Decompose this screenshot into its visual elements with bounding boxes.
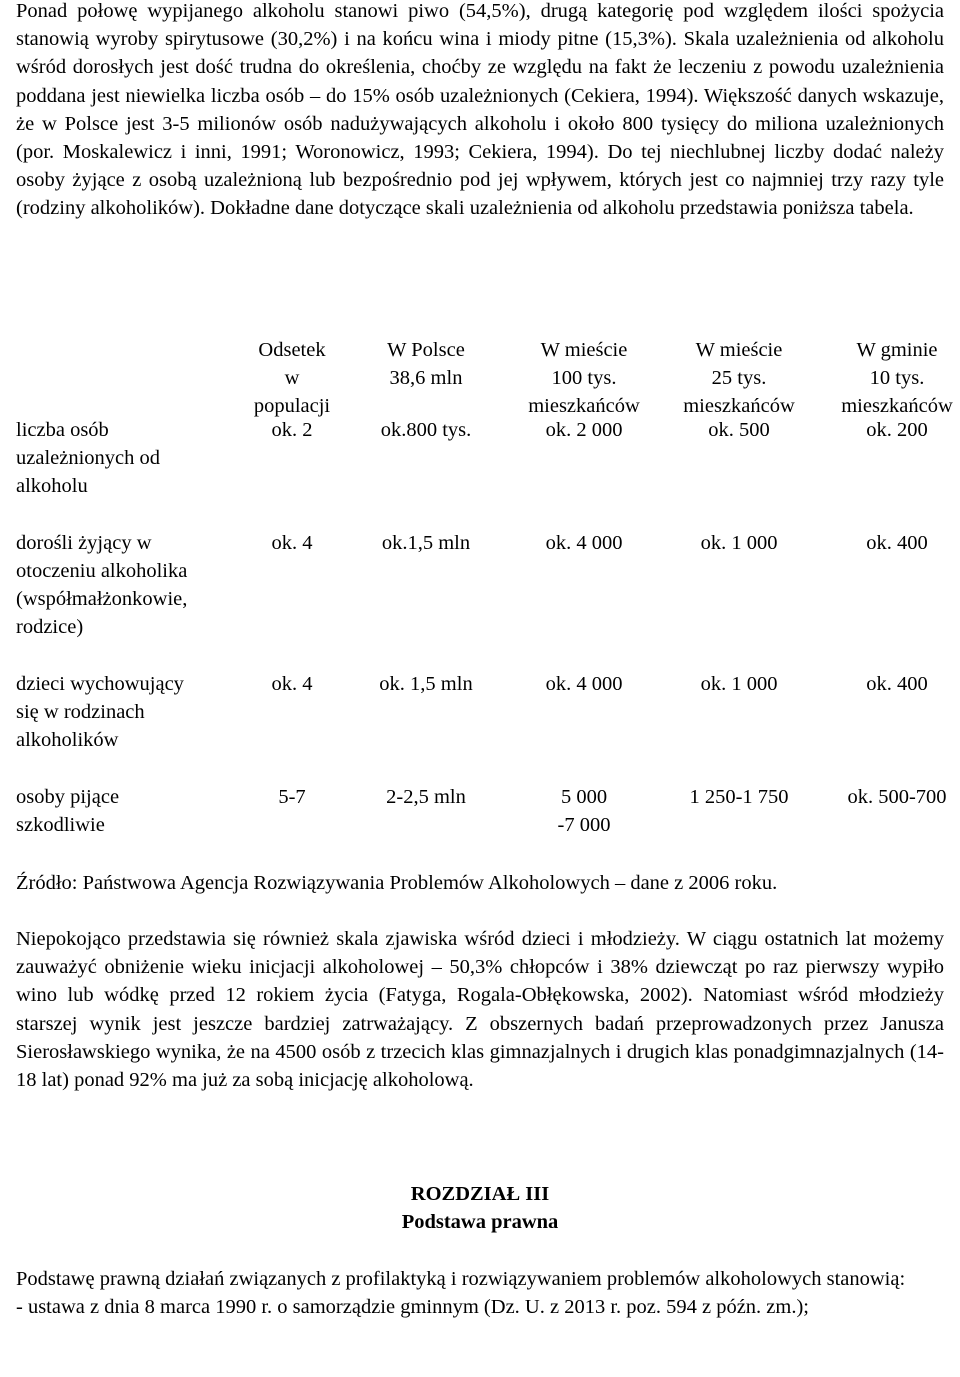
chapter-number: ROZDZIAŁ III <box>410 1183 550 1205</box>
cell-line: -7 000 <box>557 814 611 836</box>
table-cell: ok. 400 <box>866 532 928 554</box>
table-cell: ok.800 tys. <box>380 419 472 441</box>
table-cell: ok. 1,5 mln <box>379 673 473 695</box>
cell-line: 5 000 <box>560 786 608 808</box>
paragraph-alcohol-consumption: Ponad połowę wypijanego alkoholu stanowi piwo (54,5%), drugą kategorię pod względem ilości spożycia stanowią wyroby spirytusowe (30,2%) i na końcu wina i miody pitne (15,3%). Skala uzależnienia od alkoholu wśród dorosłych jest dość trudna do określenia, choćby ze względu na fakt że leczeniu z powodu uzależnienia poddana jest niewielka liczba osób – do 15% osób uzależnionych (Cekiera, 1994). Większość danych wskazuje, że w Polsce jest 3-5 milionów osób nadużywających alkoholu i około 800 tysięcy do miliona uzależnionych (por. Moskalewicz i inni, 1991; Woronowicz, 1993; Cekiera, 1994). Do tej niechlubnej liczby dodać należy osoby żyjące z osobą uzależnioną lub bezpośrednio pod jej wpływem, których jest co najmniej trzy razy tyle (rodziny alkoholików). Dokładne dane dotyczące skali uzależnienia od alkoholu przedstawia poniższa tabela. <box>16 0 944 220</box>
table-cell: ok. 1 000 <box>700 673 778 695</box>
row-label-line: się w rodzinach <box>16 701 145 723</box>
header-line: W gminie <box>856 339 938 361</box>
row-label-line: uzależnionych od <box>16 447 161 469</box>
table-cell: 5-7 <box>278 786 306 808</box>
header-line: w <box>284 367 300 389</box>
row-label-dorosli <box>16 529 256 641</box>
header-line: mieszkańców <box>841 395 953 417</box>
header-line: W mieście <box>540 339 628 361</box>
table-cell: ok. 2 <box>271 419 313 441</box>
row-label-line: alkoholu <box>16 475 88 497</box>
header-line: populacji <box>253 395 331 417</box>
table-cell: ok. 4 000 <box>545 532 623 554</box>
row-label-dzieci <box>16 670 256 754</box>
row-label-line: alkoholików <box>16 729 119 751</box>
header-line: 25 tys. <box>711 367 767 389</box>
header-w-polsce <box>361 336 491 392</box>
table-source-note: Źródło: Państwowa Agencja Rozwiązywania Problemów Alkoholowych – dane z 2006 roku. <box>16 872 778 894</box>
table-cell <box>509 783 659 839</box>
row-label-line: rodzice) <box>16 616 84 638</box>
row-label-line: osoby pijące <box>16 786 120 808</box>
table-cell: 1 250-1 750 <box>689 786 789 808</box>
header-odsetek <box>242 336 342 420</box>
table-cell: ok. 400 <box>866 673 928 695</box>
row-label-line: otoczeniu alkoholika <box>16 560 188 582</box>
row-label-line: dorośli żyjący w <box>16 532 152 554</box>
header-line: mieszkańców <box>683 395 795 417</box>
header-miasto-25 <box>664 336 814 420</box>
table-cell: 2-2,5 mln <box>386 786 466 808</box>
header-line: 10 tys. <box>869 367 925 389</box>
header-line: 100 tys. <box>551 367 617 389</box>
paragraph-youth: Niepokojąco przedstawia się również skala zjawiska wśród dzieci i młodzieży. W ciągu ostatnich lat możemy zauważyć obniżenie wieku inicjacji alkoholowej – 50,3% chłopców i 38% dziewcząt po raz pierwszy wypiło wino lub wódkę przed 12 rokiem życia (Fatyga, Rogala-Obłękowska, 2002). Natomiast wśród młodzieży starszej wynik jest jeszcze bardziej zatrważający. Z obszernych badań przeprowadzonych przez Janusza Sierosławskiego wynika, że na 4500 osób z trzecich klas gimnazjalnych i drugich klas ponadgimnazjalnych (14-18 lat) ponad 92% ma już za sobą inicjację alkoholową. <box>16 928 944 1092</box>
table-cell: ok. 4 <box>271 673 313 695</box>
header-line: Odsetek <box>258 339 326 361</box>
table-cell: ok. 500-700 <box>847 786 947 808</box>
header-line: mieszkańców <box>528 395 640 417</box>
table-cell: ok. 1 000 <box>700 532 778 554</box>
header-line: W Polsce <box>387 339 465 361</box>
table-cell: ok. 200 <box>866 419 928 441</box>
row-label-line: szkodliwie <box>16 814 105 836</box>
legal-basis-item: - ustawa z dnia 8 marca 1990 r. o samorządzie gminnym (Dz. U. z 2013 r. poz. 594 z późn. zm.); <box>16 1296 810 1319</box>
paragraph-legal-basis: Podstawę prawną działań związanych z profilaktyką i rozwiązywaniem problemów alkoholowych stanowią: <box>16 1268 906 1290</box>
row-label-line: liczba osób <box>16 419 109 441</box>
header-line: 38,6 mln <box>389 367 463 389</box>
table-cell: ok. 500 <box>708 419 770 441</box>
legal-basis-section <box>16 1265 944 1321</box>
table-cell: ok. 4 000 <box>545 673 623 695</box>
header-miasto-100 <box>509 336 659 420</box>
table-cell: ok. 4 <box>271 532 313 554</box>
table-cell: ok. 2 000 <box>545 419 623 441</box>
chapter-heading <box>16 1180 944 1236</box>
row-label-line: dzieci wychowujący <box>16 673 184 695</box>
row-label-szkodliwie <box>16 783 256 839</box>
chapter-title: Podstawa prawna <box>401 1211 559 1233</box>
row-label-line: (współmałżonkowie, <box>16 588 188 610</box>
header-line: W mieście <box>695 339 783 361</box>
row-label-uzaleznieni <box>16 416 256 500</box>
table-cell: ok.1,5 mln <box>381 532 471 554</box>
header-gmina-10 <box>822 336 960 420</box>
